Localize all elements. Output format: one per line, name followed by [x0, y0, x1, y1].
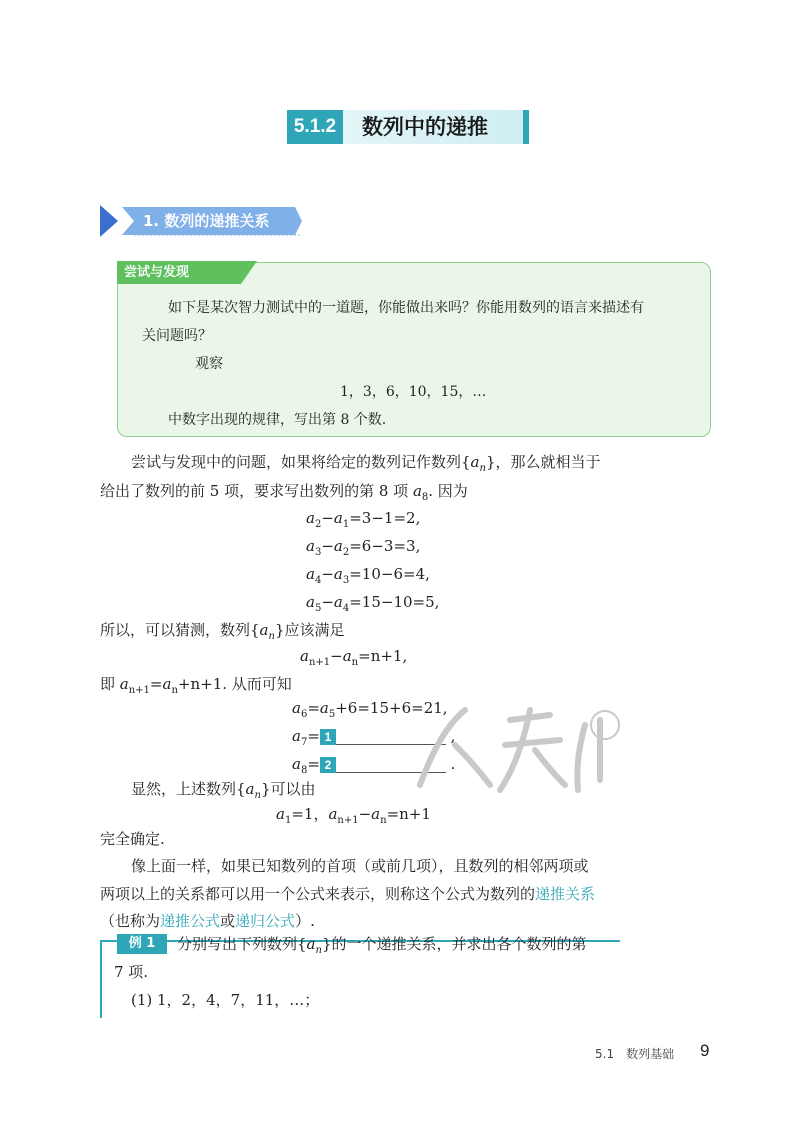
term-recursive-formula: 递归公式: [235, 912, 296, 930]
para-5: 显然，上述数列$\{a_n\}$可以由: [131, 780, 316, 801]
try-line-2: 关问题吗？: [142, 328, 212, 344]
try-sequence: 1，3，6，10，15，…: [340, 384, 487, 400]
blank-2[interactable]: 2: [320, 757, 336, 773]
term-recurrence-formula: 递推公式: [160, 912, 221, 930]
blank-1[interactable]: 1: [320, 729, 336, 745]
equation-7: $a_7= 1$ ,: [292, 727, 456, 748]
try-line-4: 中数字出现的规律，写出第 8 个数.: [168, 412, 387, 428]
para-8: 两项以上的关系都可以用一个公式来表示，则称这个公式为数列的递推关系: [100, 885, 596, 903]
try-line-3: 观察: [195, 356, 223, 372]
para-4: 即 $a_{n+1}=a_n+n+1$. 从而可知: [100, 675, 292, 696]
page-title: 数列中的递推: [362, 115, 488, 139]
try-discover-label: 尝试与发现: [124, 265, 190, 280]
equation-5: $a_{n+1}-a_n=n+1$,: [300, 647, 408, 668]
section-title: 1. 数列的递推关系: [143, 212, 270, 230]
example-item-1: (1) 1，2，4，7，11，…；: [131, 991, 320, 1009]
example-border-left: [100, 940, 102, 1018]
footer-section: 5.1 数列基础: [595, 1047, 675, 1061]
equation-2: $a_3-a_2=6-3=3$,: [306, 537, 421, 558]
equation-4: $a_5-a_4=15-10=5$,: [306, 593, 440, 614]
term-recurrence-relation: 递推关系: [535, 885, 596, 903]
equation-3: $a_4-a_3=10-6=4$,: [306, 565, 430, 586]
para-6: 完全确定.: [100, 830, 165, 848]
equation-8: $a_8= 2$ .: [292, 755, 456, 776]
equation-6: $a_6=a_5+6=15+6=21$,: [292, 699, 448, 720]
equation-9: $a_1=1$，$a_{n+1}-a_n=n+1$: [276, 805, 431, 826]
example-text: 分别写出下列数列$\{a_n\}$的一个递推关系，并求出各个数列的第: [177, 935, 587, 956]
para-2: 给出了数列的前 5 项，要求写出数列的第 8 项 $a_8$. 因为: [100, 482, 468, 503]
para-7: 像上面一样，如果已知数列的首项（或前几项），且数列的相邻两项或: [131, 857, 589, 875]
para-9: （也称为递推公式或递归公式）.: [100, 912, 315, 930]
publisher-watermark: [400, 690, 640, 800]
try-line-1: 如下是某次智力测试中的一道题，你能做出来吗？你能用数列的语言来描述有: [168, 300, 644, 316]
example-text-2: 7 项.: [114, 963, 149, 981]
page-number: 9: [700, 1041, 710, 1060]
para-3: 所以，可以猜测，数列$\{a_n\}$应该满足: [100, 621, 345, 642]
example-tag: 例 1: [117, 934, 167, 954]
para-1: 尝试与发现中的问题，如果将给定的数列记作数列$\{a_n\}$，那么就相当于: [131, 453, 601, 474]
section-number-badge: 5.1.2: [287, 110, 343, 144]
equation-1: $a_2-a_1=3-1=2$,: [306, 509, 421, 530]
